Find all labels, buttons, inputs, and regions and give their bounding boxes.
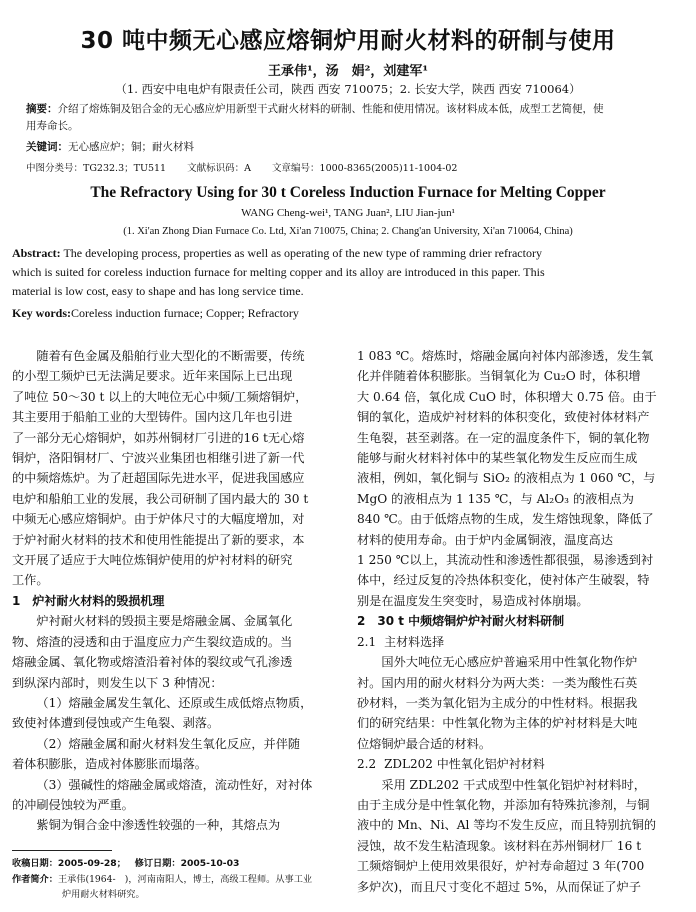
body-line: 大 0.64 倍，氧化成 CuO 时，体积增大 0.75 倍。由于 bbox=[357, 389, 657, 404]
subsection-heading-2-1 bbox=[357, 632, 685, 652]
english-keywords-text: Coreless induction furnace; Copper; Refractory bbox=[71, 306, 299, 320]
right-column bbox=[357, 346, 685, 897]
english-abstract-line: material is low cost, easy to shape and has long service time. bbox=[12, 284, 304, 298]
subsection-title: 主材料选择 bbox=[384, 634, 445, 649]
body-line: 840 ℃。由于低熔点物的生成，发生熔蚀现象，降低了 bbox=[357, 512, 654, 527]
body-line: 能够与耐火材料衬体中的某些氧化物发生反应而生成 bbox=[357, 451, 638, 466]
body-line: 化并伴随着体积膨胀。当铜氧化为 Cu₂O 时，体积增 bbox=[357, 369, 641, 384]
body-line: 别是在温度发生突变时，易造成衬体崩塌。 bbox=[357, 593, 589, 608]
page-title: 30 吨中频无心感应熔铜炉用耐火材料的研制与使用 bbox=[80, 28, 616, 54]
abstract-cn-line: 用寿命长。 bbox=[26, 120, 79, 132]
english-abstract-label: Abstract: bbox=[12, 246, 61, 260]
section-heading-1: 1 炉衬耐火材料的毁损机理 bbox=[12, 593, 165, 608]
body-line: 致使衬体遭到侵蚀或产生龟裂、剥落。 bbox=[12, 716, 220, 731]
body-line: MgO 的液相点为 1 135 ℃，与 Al₂O₃ 的液相点为 bbox=[357, 491, 634, 506]
body-line: 工作。 bbox=[12, 573, 49, 588]
english-abstract bbox=[12, 244, 684, 301]
received-date: 收稿日期：2005-09-28； bbox=[12, 858, 126, 869]
body-line: 中频无心感应熔铜炉。由于炉体尺寸的大幅度增加，对 bbox=[12, 512, 305, 527]
affiliation-cn: （1. 西安中电电炉有限责任公司，陕西 西安 710075；2. 长安大学，陕西 西安 710064） bbox=[115, 82, 581, 96]
subsection-number: 2.2 bbox=[357, 757, 377, 772]
section-heading-2: 2 30 t 中频熔铜炉炉衬耐火材料研制 bbox=[357, 614, 565, 629]
bio-text: 王承伟(1964- )，河南南阳人，博士，高级工程师。从事工业 bbox=[57, 874, 313, 885]
body-line: 1 083 ℃。熔炼时，熔融金属向衬体内部渗透，发生氧 bbox=[357, 349, 654, 363]
body-line: 砂材料，一类为氧化铝为主成分的中性材料。根据我 bbox=[357, 695, 638, 710]
meta-row bbox=[26, 160, 676, 174]
body-line: 生龟裂，甚至剥落。在一定的温度条件下，铜的氧化物 bbox=[357, 430, 650, 445]
body-line: 熔融金属、氧化物或熔渣沿着衬体的裂纹或气孔渗透 bbox=[12, 655, 293, 670]
english-abstract-line: which is suited for coreless induction furnace for melting copper and its alloy are introduced in this paper. This bbox=[12, 265, 545, 279]
english-keywords-label: Key words: bbox=[12, 306, 71, 320]
abstract-cn bbox=[26, 101, 676, 135]
abstract-cn-line: 介绍了熔炼铜及铝合金的无心感应炉用新型干式耐火材料的研制、性能和使用情况。该材料成本低，成型工艺简便，使 bbox=[57, 103, 604, 115]
english-keywords bbox=[12, 304, 684, 323]
body-line: 液中的 Mn、Ni、Al 等均不发生反应，而且特别抗铜的 bbox=[357, 818, 657, 833]
keywords-cn bbox=[26, 139, 676, 156]
body-line: 其主要用于船舶工业的大型铸件。国内这几年也引进 bbox=[12, 410, 293, 425]
body-line: 电炉和船舶工业的发展，我公司研制了国内最大的 30 t bbox=[12, 491, 309, 506]
body-line: 文开展了适应于大吨位炼铜炉使用的炉衬材料的研究 bbox=[12, 553, 293, 568]
revised-date: 修订日期：2005-10-03 bbox=[134, 858, 240, 869]
authors-cn: 王承伟¹，汤 娟²，刘建军¹ bbox=[267, 64, 429, 79]
left-column bbox=[12, 346, 337, 836]
body-line: 于炉衬耐火材料的技术和使用性能提出了新的要求，本 bbox=[12, 532, 305, 547]
body-line: 物、熔渣的浸透和由于温度应力产生裂纹造成的。当 bbox=[12, 634, 293, 649]
body-line: 紫铜为铜合金中渗透性较强的一种，其熔点为 bbox=[36, 818, 281, 833]
body-line: 的冲刷侵蚀较为严重。 bbox=[12, 797, 134, 812]
body-line: 到纵深内部时，则发生以下 3 种情况： bbox=[12, 675, 223, 690]
article-number: 文章编号：1000-8365(2005)11-1004-02 bbox=[272, 163, 458, 174]
document-code: 文献标识码：A bbox=[187, 163, 252, 174]
clc-number: 中图分类号：TG232.3；TU511 bbox=[26, 163, 167, 174]
footnote-dates bbox=[12, 856, 342, 871]
keywords-cn-text: 无心感应炉；铜；耐火材料 bbox=[68, 141, 194, 153]
subsection-title: ZDL202 中性氧化铝炉衬材料 bbox=[384, 757, 545, 772]
list-item: （2）熔融金属和耐火材料发生氧化反应，并伴随 bbox=[36, 736, 301, 751]
body-line: 铜炉，洛阳铜材厂、宁波兴业集团也相继引进了新一代 bbox=[12, 451, 305, 466]
english-affiliation: (1. Xi'an Zhong Dian Furnace Co. Ltd, Xi'an 710075, China; 2. Chang'an University, Xi'an 710064, China) bbox=[123, 226, 573, 237]
body-line: 的中频熔炼炉。为了赶超国际先进水平，促进我国感应 bbox=[12, 471, 305, 486]
body-line: 液相，例如，氧化铜与 SiO₂ 的液相点为 1 060 ℃，与 bbox=[357, 471, 656, 486]
body-line: 工频熔铜炉上使用效果很好，炉衬寿命超过 3 年(700 bbox=[357, 859, 645, 874]
footnote-bio-cont: 炉用耐火材料研究。 bbox=[62, 889, 145, 900]
body-line: 随着有色金属及船舶行业大型化的不断需要，传统 bbox=[36, 349, 305, 363]
footnote-bio bbox=[12, 872, 342, 887]
body-line: 了一部分无心熔铜炉，如苏州铜材厂引进的16 t无心熔 bbox=[12, 430, 305, 445]
body-line: 的小型工频炉已无法满足要求。近年来国际上已出现 bbox=[12, 369, 293, 384]
body-line: 炉衬耐火材料的毁损主要是熔融金属、金属氧化 bbox=[36, 614, 293, 629]
body-line: 1 250 ℃以上，其流动性和渗透性都很强，易渗透到衬 bbox=[357, 553, 654, 568]
body-line: 着体积膨胀，造成衬体膨胀而塌落。 bbox=[12, 757, 207, 772]
body-line: 衬。国内用的耐火材料分为两大类：一类为酸性石英 bbox=[357, 675, 638, 690]
keywords-cn-label: 关键词： bbox=[26, 141, 68, 153]
body-line: 采用 ZDL202 干式成型中性氧化铝炉衬材料时， bbox=[381, 777, 646, 792]
body-line: 位熔铜炉最合适的材料。 bbox=[357, 736, 492, 751]
body-line: 国外大吨位无心感应炉普遍采用中性氧化物作炉 bbox=[381, 655, 638, 670]
body-line: 由于主成分是中性氧化物，并添加有特殊抗渗剂，与铜 bbox=[357, 797, 650, 812]
list-item: （3）强碱性的熔融金属或熔渣，流动性好，对衬体 bbox=[36, 777, 313, 792]
english-authors: WANG Cheng-wei¹, TANG Juan², LIU Jian-jun¹ bbox=[241, 207, 455, 219]
body-line: 铜的氧化，造成炉衬材料的体积变化，致使衬体材料产 bbox=[357, 410, 650, 425]
bio-label: 作者简介： bbox=[12, 874, 58, 885]
body-line: 了吨位 50～30 t 以上的大吨位无心中频/工频熔铜炉， bbox=[12, 389, 308, 404]
body-line: 材料的使用寿命。由于炉内金属铜液，温度高达 bbox=[357, 532, 613, 547]
subsection-heading-2-2 bbox=[357, 754, 685, 774]
body-line: 浸蚀，故不发生粘渣现象。该材料在苏州铜材厂 16 t bbox=[357, 838, 642, 853]
list-item: （1）熔融金属发生氧化、还原或生成低熔点物质， bbox=[36, 695, 313, 710]
footnote-rule bbox=[12, 850, 112, 851]
subsection-number: 2.1 bbox=[357, 634, 377, 649]
abstract-cn-label: 摘要： bbox=[26, 103, 58, 115]
english-abstract-line: The developing process, properties as well as operating of the new type of ramming drier refractory bbox=[63, 246, 542, 260]
english-title: The Refractory Using for 30 t Coreless Induction Furnace for Melting Copper bbox=[90, 184, 606, 201]
body-line: 多炉次)，而且尺寸变化不超过 5%，从而保证了炉子 bbox=[357, 879, 641, 894]
body-line: 们的研究结果：中性氧化物为主体的炉衬材料是大吨 bbox=[357, 716, 638, 731]
body-line: 体中，经过反复的冷热体积变化，使衬体产生破裂，特 bbox=[357, 573, 650, 588]
